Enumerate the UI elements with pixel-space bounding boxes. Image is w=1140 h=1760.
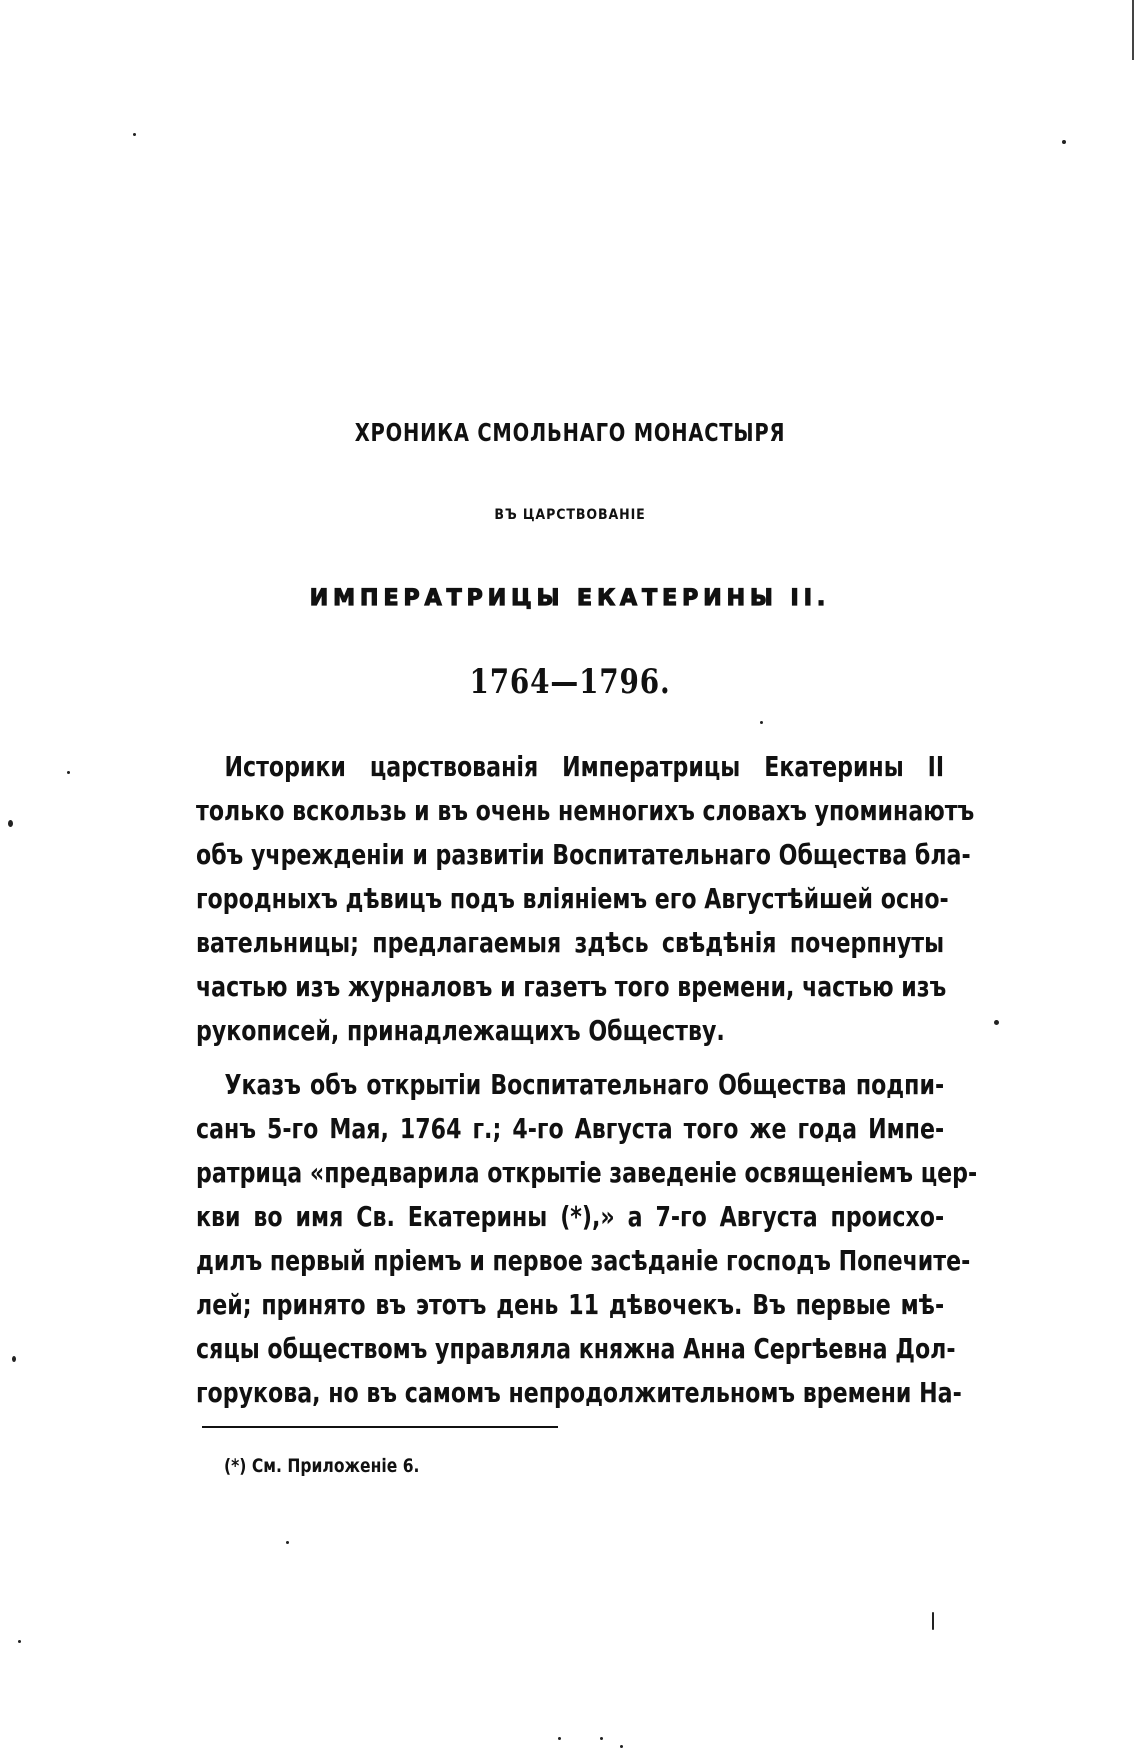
scan-speck	[760, 721, 763, 724]
scan-speck	[932, 1612, 934, 1630]
empress-dedication: ИМПЕРАТРИЦЫ ЕКАТЕРИНЫ II.	[309, 586, 831, 611]
text-line: городныхъ дѣвицъ подъ вліяніемъ его Августѣйшей осно-	[196, 882, 949, 915]
text-line: Историки царствованія Императрицы Екатерины II	[224, 750, 945, 783]
scan-speck	[1062, 140, 1066, 144]
text-line: кви во имя Св. Екатерины (*),» а 7-го Августа происхо-	[196, 1200, 945, 1233]
text-line: вательницы; предлагаемыя здѣсь свѣдѣнія почерпнуты	[196, 926, 945, 959]
text-line: лей; принято въ этотъ день 11 дѣвочекъ. Въ первые мѣ-	[196, 1288, 945, 1321]
scan-speck	[8, 820, 13, 827]
paragraph-2	[196, 1063, 978, 1415]
years-range: 1764—1796.	[469, 662, 671, 702]
text-line: частью изъ журналовъ и газетъ того времени, частью изъ	[196, 970, 947, 1003]
scan-speck	[558, 1737, 561, 1740]
scan-speck	[286, 1541, 289, 1544]
scan-speck	[133, 133, 136, 136]
text-line: Указъ объ открытіи Воспитательнаго Общества подпи-	[224, 1068, 945, 1101]
body-text	[196, 745, 978, 1415]
text-line: только вскользь и въ очень немногихъ словахъ упоминаютъ	[196, 794, 975, 827]
text-line: санъ 5-го Мая, 1764 г.; 4-го Августа того же года Импе-	[196, 1112, 945, 1145]
chronicle-title: ХРОНИКА СМОЛЬНАГО МОНАСТЫРЯ	[354, 418, 786, 447]
reign-subtitle: ВЪ ЦАРСТВОВАНІЕ	[494, 507, 646, 523]
scan-speck	[67, 771, 70, 774]
scan-speck	[12, 1356, 16, 1362]
text-line: горукова, но въ самомъ непродолжительномъ времени На-	[196, 1376, 962, 1409]
scan-speck	[18, 1640, 21, 1643]
text-line: сяцы обществомъ управляла княжна Анна Сергѣевна Дол-	[196, 1332, 956, 1365]
footnote-divider	[202, 1426, 558, 1428]
page-edge-mark	[1132, 0, 1134, 60]
text-line: дилъ первый пріемъ и первое засѣданіе господъ Попечите-	[196, 1244, 971, 1277]
text-line: ратрица «предварила открытіе заведеніе освященіемъ цер-	[196, 1156, 978, 1189]
scan-speck	[620, 1745, 623, 1748]
paragraph-1	[196, 745, 975, 1053]
scan-speck	[994, 1020, 999, 1025]
footnote-text: (*) См. Приложеніе 6.	[224, 1455, 420, 1477]
text-line: объ учрежденіи и развитіи Воспитательнаго Общества бла-	[196, 838, 971, 871]
text-line: рукописей, принадлежащихъ Обществу.	[196, 1014, 725, 1047]
scan-speck	[600, 1737, 603, 1740]
